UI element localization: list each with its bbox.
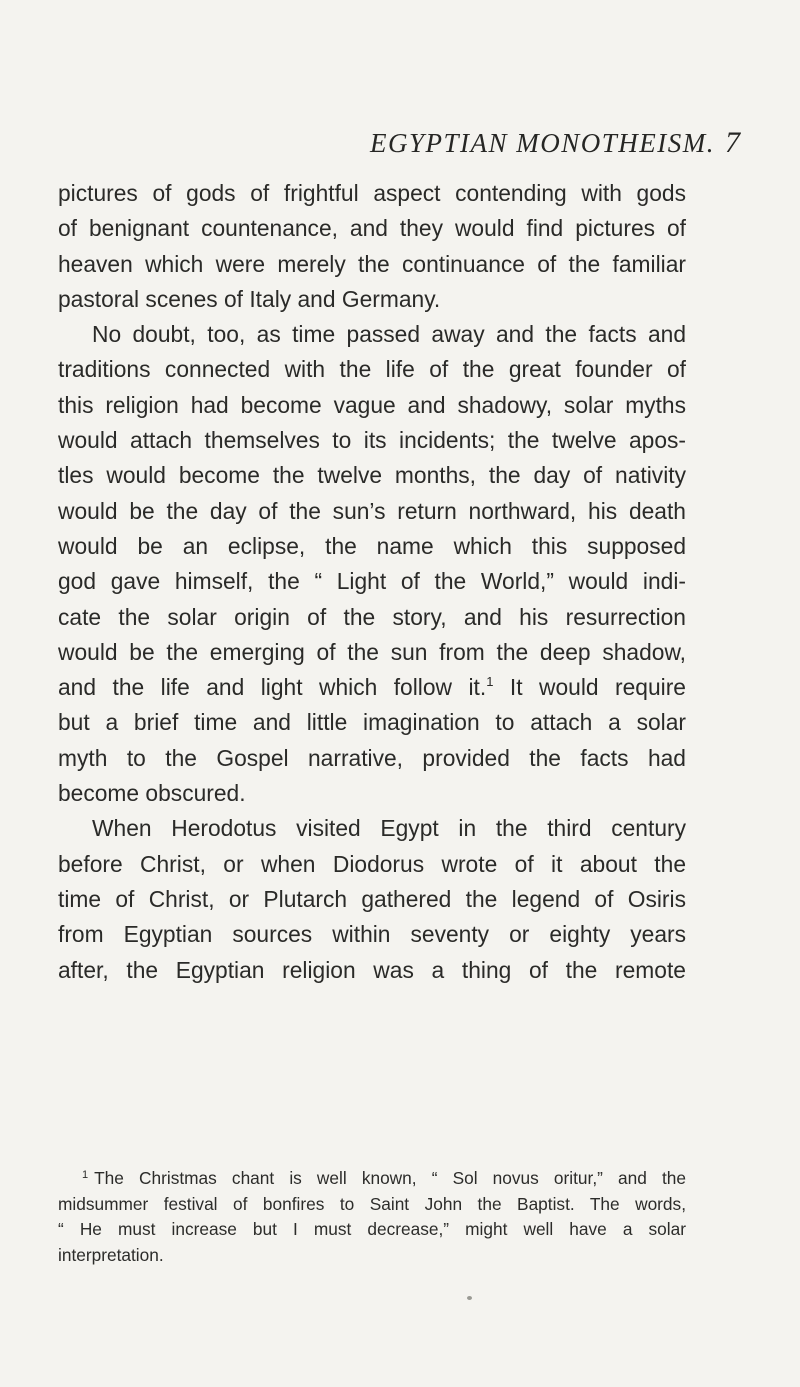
text-span: It would require bbox=[509, 674, 686, 701]
text-line: tles would become the twelve months, the day of nativity bbox=[58, 462, 686, 489]
text-line: from Egyptian sources within seventy or eighty years bbox=[58, 921, 686, 948]
text-line: would be the emerging of the sun from the deep shadow, bbox=[58, 638, 686, 665]
text-line: No doubt, too, as time passed away and the facts and bbox=[92, 321, 686, 348]
text-line: become obscured. bbox=[58, 780, 246, 807]
footnote-line: “ He must increase but I must decrease,” might well have a solar bbox=[58, 1219, 686, 1239]
body-text bbox=[58, 176, 686, 988]
paper-speck bbox=[467, 1296, 472, 1300]
footnote-line: midsummer festival of bonfires to Saint John the Baptist. The words, bbox=[58, 1193, 686, 1214]
text-line: traditions connected with the life of the great founder of bbox=[58, 356, 686, 383]
text-line: would be the day of the sun’s return northward, his death bbox=[58, 497, 686, 524]
text-line: time of Christ, or Plutarch gathered the legend of Osiris bbox=[58, 885, 686, 912]
text-line: cate the solar origin of the story, and his resurrection bbox=[58, 603, 686, 630]
text-line: would attach themselves to its incidents; the twelve apos- bbox=[58, 427, 686, 454]
text-line: god gave himself, the “ Light of the World,” would indi- bbox=[58, 568, 686, 595]
page-number: 7 bbox=[725, 126, 740, 159]
footnote-line: interpretation. bbox=[58, 1244, 164, 1265]
text-line: myth to the Gospel narrative, provided the facts had bbox=[58, 744, 686, 771]
text-line: this religion had become vague and shadowy, solar myths bbox=[58, 391, 686, 418]
text-line: heaven which were merely the continuance of the familiar bbox=[58, 250, 686, 277]
text-line: would be an eclipse, the name which this supposed bbox=[58, 532, 686, 559]
text-line: pastoral scenes of Italy and Germany. bbox=[58, 285, 441, 312]
text-line: When Herodotus visited Egypt in the third century bbox=[92, 815, 686, 842]
text-line: pictures of gods of frightful aspect contending with gods bbox=[58, 180, 686, 206]
text-line: but a brief time and little imagination to attach a solar bbox=[58, 709, 686, 736]
running-title: EGYPTIAN MONOTHEISM. bbox=[370, 128, 715, 158]
footnote-line bbox=[58, 1166, 686, 1192]
footnote-reference: 1 bbox=[486, 674, 494, 690]
text-span: and the life and light which follow it. bbox=[58, 674, 487, 701]
text-line: of benignant countenance, and they would find pictures of bbox=[58, 215, 686, 242]
footnote-text: The Christmas chant is well known, “ Sol novus oritur,” and the bbox=[94, 1168, 686, 1188]
text-line bbox=[58, 670, 686, 705]
footnote-section bbox=[58, 1166, 686, 1268]
footnote-marker: 1 bbox=[82, 1169, 89, 1181]
page-header bbox=[370, 128, 760, 168]
text-line: after, the Egyptian religion was a thing of the remote bbox=[58, 956, 686, 983]
text-line: before Christ, or when Diodorus wrote of it about the bbox=[58, 850, 686, 877]
